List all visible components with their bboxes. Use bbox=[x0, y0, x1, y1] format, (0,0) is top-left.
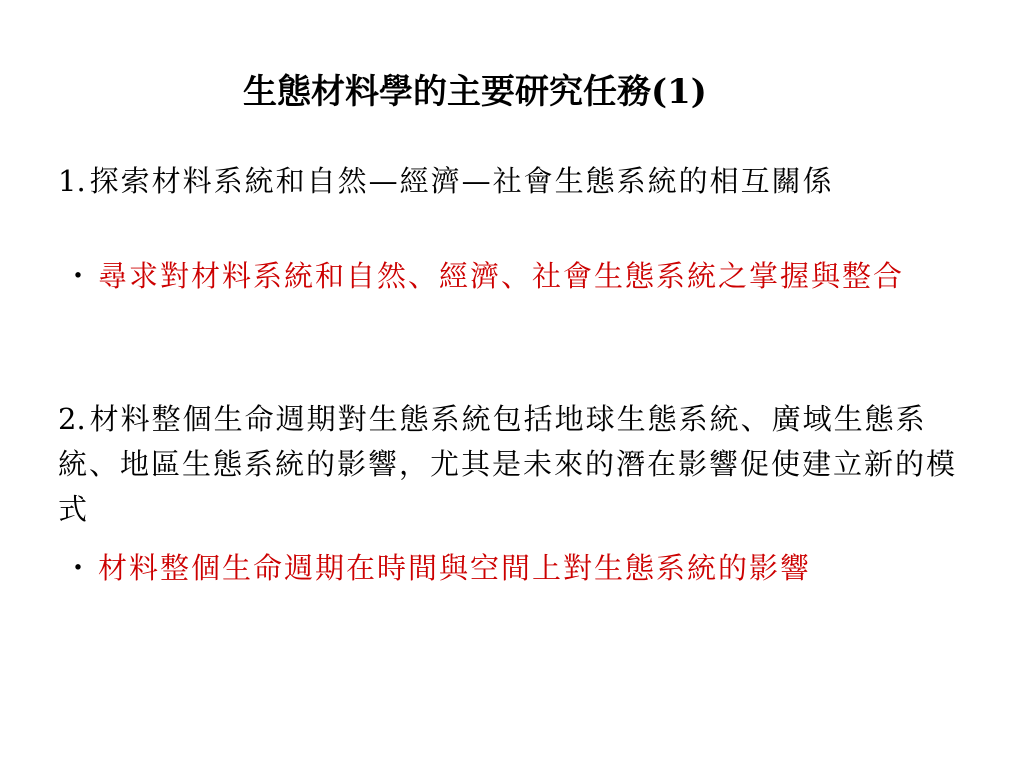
point-2-sub-text: 材料整個生命週期在時間與空間上對生態系統的影響 bbox=[98, 551, 812, 585]
point-1-sub-bullet bbox=[58, 251, 978, 301]
slide-title: 生態材料學的主要研究任務(1) bbox=[243, 72, 707, 112]
point-2 bbox=[58, 397, 978, 532]
point-1 bbox=[58, 159, 978, 204]
bullet-dot: ・ bbox=[63, 551, 93, 585]
point-1-sub-text: 尋求對材料系統和自然、經濟、社會生態系統之掌握與整合 bbox=[98, 259, 905, 293]
point-2-text: 材料整個生命週期對生態系統包括地球生態系統、廣域生態系統、地區生態系統的影響，尤其是未來的潛在影響促使建立新的模式 bbox=[58, 402, 958, 526]
point-2-number: 2. bbox=[58, 402, 86, 436]
point-2-sub-bullet bbox=[58, 543, 978, 593]
bullet-dot: ・ bbox=[63, 259, 93, 293]
point-1-number: 1. bbox=[58, 164, 86, 198]
point-1-text: 探索材料系統和自然—經濟—社會生態系統的相互關係 bbox=[89, 164, 834, 198]
